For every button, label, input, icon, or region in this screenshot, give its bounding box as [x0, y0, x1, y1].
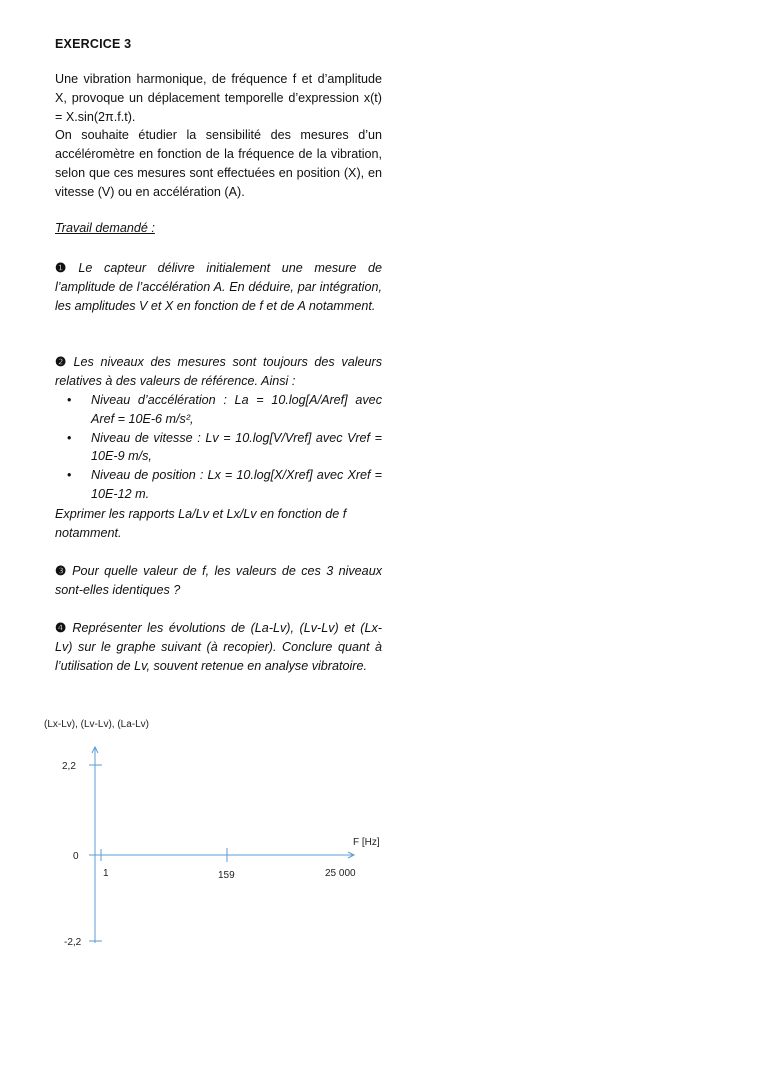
- graph: [0, 700, 420, 960]
- bullet-position: [55, 466, 382, 504]
- question-1-marker: ❶: [55, 261, 75, 275]
- graph-x-tick-label-1: 1: [103, 868, 109, 879]
- intro-paragraph: [55, 70, 382, 202]
- graph-y-tick-label-zero: 0: [73, 851, 79, 862]
- intro-line-2: On souhaite étudier la sensibilité des mesures d’un accéléromètre en fonction de la fréquence de la vibration, selon que ces mesures sont effectuées en position (X), en vitesse (V) ou en accélération (A).: [55, 128, 382, 199]
- question-2-conclusion: Exprimer les rapports La/Lv et Lx/Lv en fonction de f notamment.: [55, 507, 347, 540]
- bullet-position-text: Niveau de position : Lx = 10.log[X/Xref] avec Xref = 10E-12 m.: [91, 468, 382, 501]
- bullet-vitesse: [55, 429, 382, 467]
- question-1-text: Le capteur délivre initialement une mesure de l’amplitude de l’accélération A. En déduire, par intégration, les amplitudes V et X en fonction de f et de A notamment.: [55, 261, 382, 313]
- bullet-acceleration: [55, 391, 382, 429]
- question-4: [55, 619, 382, 675]
- bullet-acceleration-text: Niveau d’accélération : La = 10.log[A/Aref] avec Aref = 10E-6 m/s²,: [91, 393, 382, 426]
- bullet-dot: •: [67, 468, 72, 483]
- bullet-vitesse-text: Niveau de vitesse : Lv = 10.log[V/Vref] avec Vref = 10E-9 m/s,: [91, 430, 382, 464]
- intro-line-1: Une vibration harmonique, de fréquence f et d’amplitude X, provoque un déplacement temporelle d’expression x(t) = X.sin(2π.f.t).: [55, 72, 382, 124]
- graph-y-axis-label: (Lx-Lv), (Lv-Lv), (La-Lv): [44, 719, 150, 730]
- graph-x-tick-label-25000: 25 000: [325, 868, 356, 879]
- graph-x-tick-label-159: 159: [218, 870, 235, 881]
- graph-y-tick-label-top: 2,2: [62, 761, 76, 772]
- question-3-marker: ❸: [55, 564, 69, 578]
- bullet-dot: •: [67, 393, 72, 407]
- question-3: [55, 562, 382, 600]
- exercise-title: EXERCICE 3: [55, 37, 132, 51]
- graph-x-axis-label: F [Hz]: [353, 837, 380, 848]
- graph-y-tick-label-bottom: -2,2: [64, 937, 82, 948]
- question-2-marker: ❷: [55, 355, 70, 369]
- question-2-bullets: [55, 391, 382, 504]
- question-4-marker: ❹: [55, 621, 69, 635]
- question-1: [55, 259, 382, 315]
- question-2-text: Les niveaux des mesures sont toujours des valeurs relatives à des valeurs de référence. Ainsi :: [55, 355, 382, 388]
- question-4-text: Représenter les évolutions de (La-Lv), (Lv-Lv) et (Lx-Lv) sur le graphe suivant (à recopier). Conclure quant à l’utilisation de Lv, souvent retenue en analyse vibratoire.: [55, 621, 382, 673]
- bullet-dot: •: [67, 430, 72, 445]
- question-2: [55, 353, 382, 391]
- question-3-text: Pour quelle valeur de f, les valeurs de ces 3 niveaux sont-elles identiques ?: [55, 564, 382, 597]
- travail-heading: Travail demandé :: [55, 221, 155, 235]
